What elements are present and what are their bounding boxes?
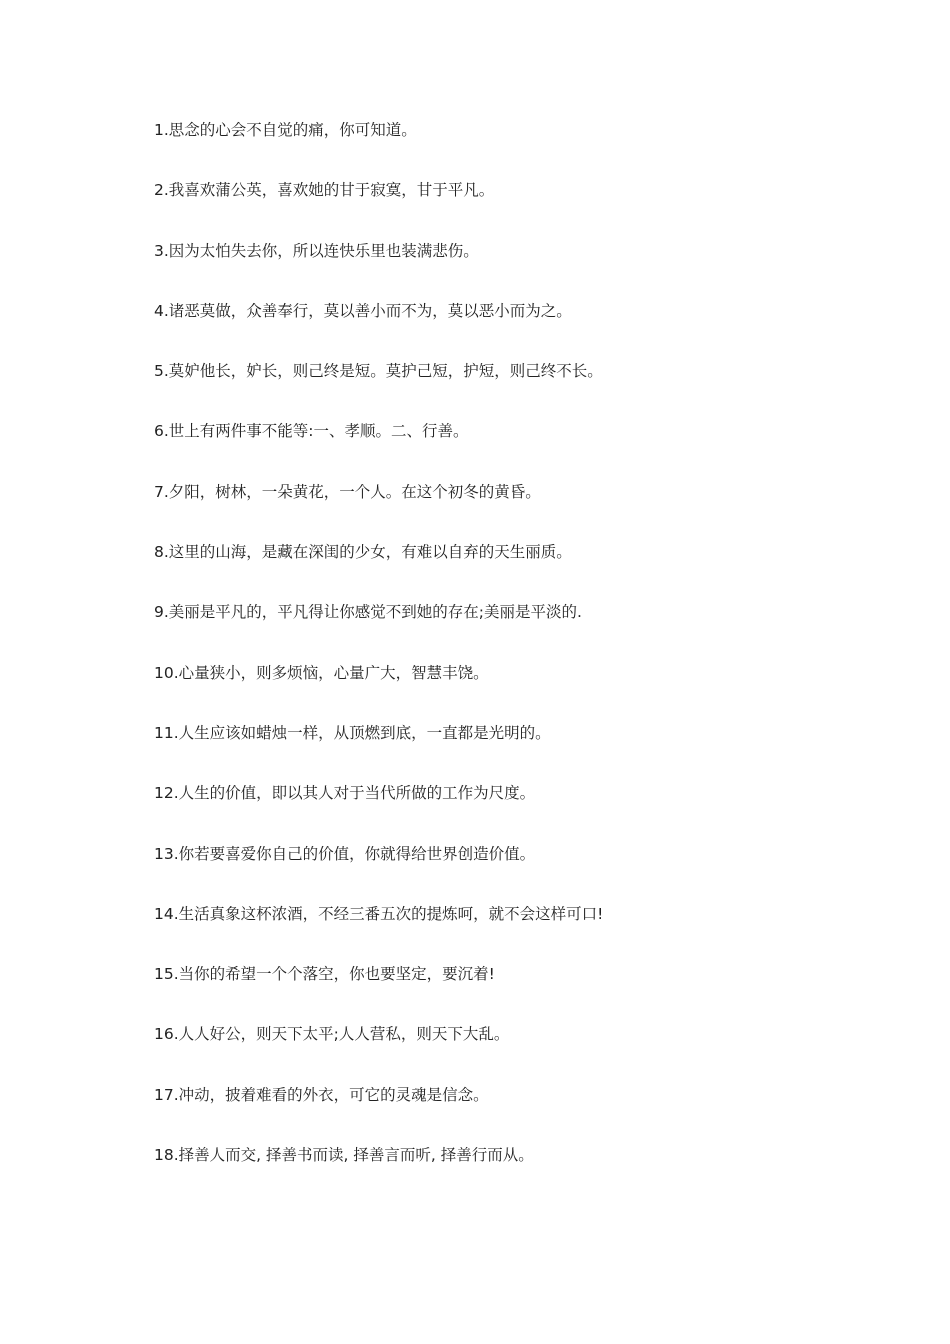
quote-item-11: 11.人生应该如蜡烛一样，从顶燃到底，一直都是光明的。 <box>154 723 551 742</box>
quote-list <box>154 117 854 1202</box>
quote-item-18: 18.择善人而交, 择善书而读, 择善言而听, 择善行而从。 <box>154 1146 534 1165</box>
quote-item-14: 14.生活真象这杯浓酒，不经三番五次的提炼呵，就不会这样可口! <box>154 904 604 923</box>
quote-item-3: 3.因为太怕失去你，所以连快乐里也装满悲伤。 <box>154 241 479 260</box>
quote-item-5: 5.莫妒他长，妒长，则己终是短。莫护己短，护短，则己终不长。 <box>154 362 603 381</box>
quote-item-4: 4.诸恶莫做，众善奉行，莫以善小而不为，莫以恶小而为之。 <box>154 301 572 320</box>
quote-item-6: 6.世上有两件事不能等:一、孝顺。二、行善。 <box>154 422 469 441</box>
quote-item-17: 17.冲动，披着难看的外衣，可它的灵魂是信念。 <box>154 1085 489 1104</box>
quote-item-15: 15.当你的希望一个个落空，你也要坚定，要沉着! <box>154 965 495 984</box>
quote-item-9: 9.美丽是平凡的，平凡得让你感觉不到她的存在;美丽是平淡的. <box>154 603 582 622</box>
quote-item-2: 2.我喜欢蒲公英，喜欢她的甘于寂寞，甘于平凡。 <box>154 181 495 200</box>
quote-item-12: 12.人生的价值，即以其人对于当代所做的工作为尺度。 <box>154 784 536 803</box>
quote-item-10: 10.心量狭小，则多烦恼，心量广大，智慧丰饶。 <box>154 663 489 682</box>
quote-item-1: 1.思念的心会不自觉的痛，你可知道。 <box>154 121 417 139</box>
quote-item-8: 8.这里的山海，是藏在深闺的少女，有难以自弃的天生丽质。 <box>154 543 572 562</box>
quote-item-7: 7.夕阳，树林，一朵黄花，一个人。在这个初冬的黄昏。 <box>154 482 541 501</box>
quote-item-13: 13.你若要喜爱你自己的价值，你就得给世界创造价值。 <box>154 844 536 863</box>
quote-item-16: 16.人人好公，则天下太平;人人营私，则天下大乱。 <box>154 1025 510 1044</box>
